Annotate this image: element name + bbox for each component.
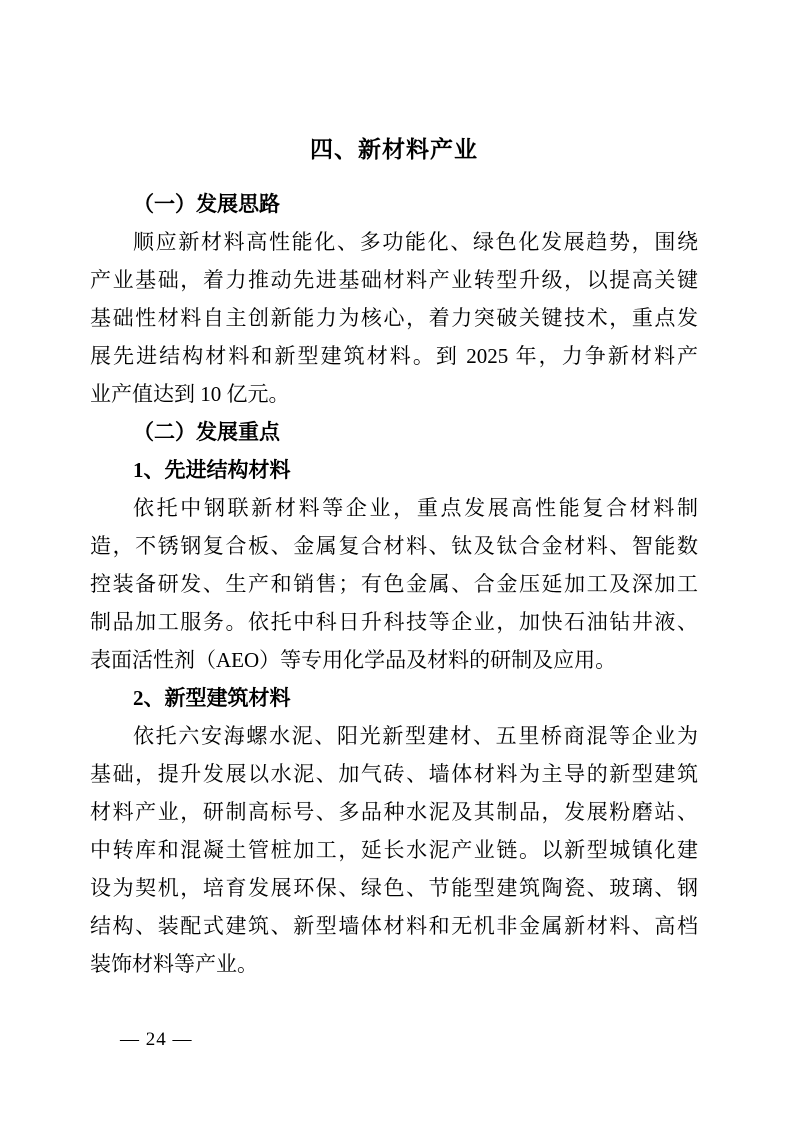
document-title: 四、新材料产业 (310, 136, 478, 162)
paragraph-line: 基础，提升发展以水泥、加气砖、墙体材料为主导的新型建筑 (90, 762, 698, 786)
subsection1-heading: 1、先进结构材料 (133, 458, 291, 482)
paragraph-line: 材料产业，研制高标号、多品种水泥及其制品，发展粉磨站、 (90, 800, 698, 824)
section2-heading: （二）发展重点 (133, 420, 280, 444)
paragraph-line: 展先进结构材料和新型建筑材料。到 2025 年，力争新材料产 (90, 344, 698, 368)
section1-heading: （一）发展思路 (133, 192, 280, 216)
paragraph-line: 装饰材料等产业。 (90, 952, 258, 976)
subsection2-heading: 2、新型建筑材料 (133, 686, 291, 710)
paragraph-line: 造，不锈钢复合板、金属复合材料、钛及钛合金材料、智能数 (90, 534, 698, 558)
paragraph-line: 控装备研发、生产和销售；有色金属、合金压延加工及深加工 (90, 572, 698, 596)
paragraph-line: 结构、装配式建筑、新型墙体材料和无机非金属新材料、高档 (90, 914, 698, 938)
paragraph-line: 表面活性剂（AEO）等专用化学品及材料的研制及应用。 (90, 648, 617, 672)
paragraph-line: 制品加工服务。依托中科日升科技等企业，加快石油钻井液、 (90, 610, 698, 634)
paragraph-line: 产业基础，着力推动先进基础材料产业转型升级，以提高关键 (90, 268, 698, 292)
paragraph-line: 基础性材料自主创新能力为核心，着力突破关键技术，重点发 (90, 306, 698, 330)
paragraph-line: 依托中钢联新材料等企业，重点发展高性能复合材料制 (133, 496, 698, 520)
paragraph-line: 中转库和混凝土管桩加工，延长水泥产业链。以新型城镇化建 (90, 838, 698, 862)
paragraph-line: 依托六安海螺水泥、阳光新型建材、五里桥商混等企业为 (133, 724, 698, 748)
paragraph-line: 设为契机，培育发展环保、绿色、节能型建筑陶瓷、玻璃、钢 (90, 876, 698, 900)
document-body (90, 133, 698, 983)
paragraph-line: 业产值达到 10 亿元。 (90, 382, 290, 406)
paragraph-line: 顺应新材料高性能化、多功能化、绿色化发展趋势，围绕 (133, 230, 698, 254)
page-number: — 24 — (120, 1029, 193, 1050)
